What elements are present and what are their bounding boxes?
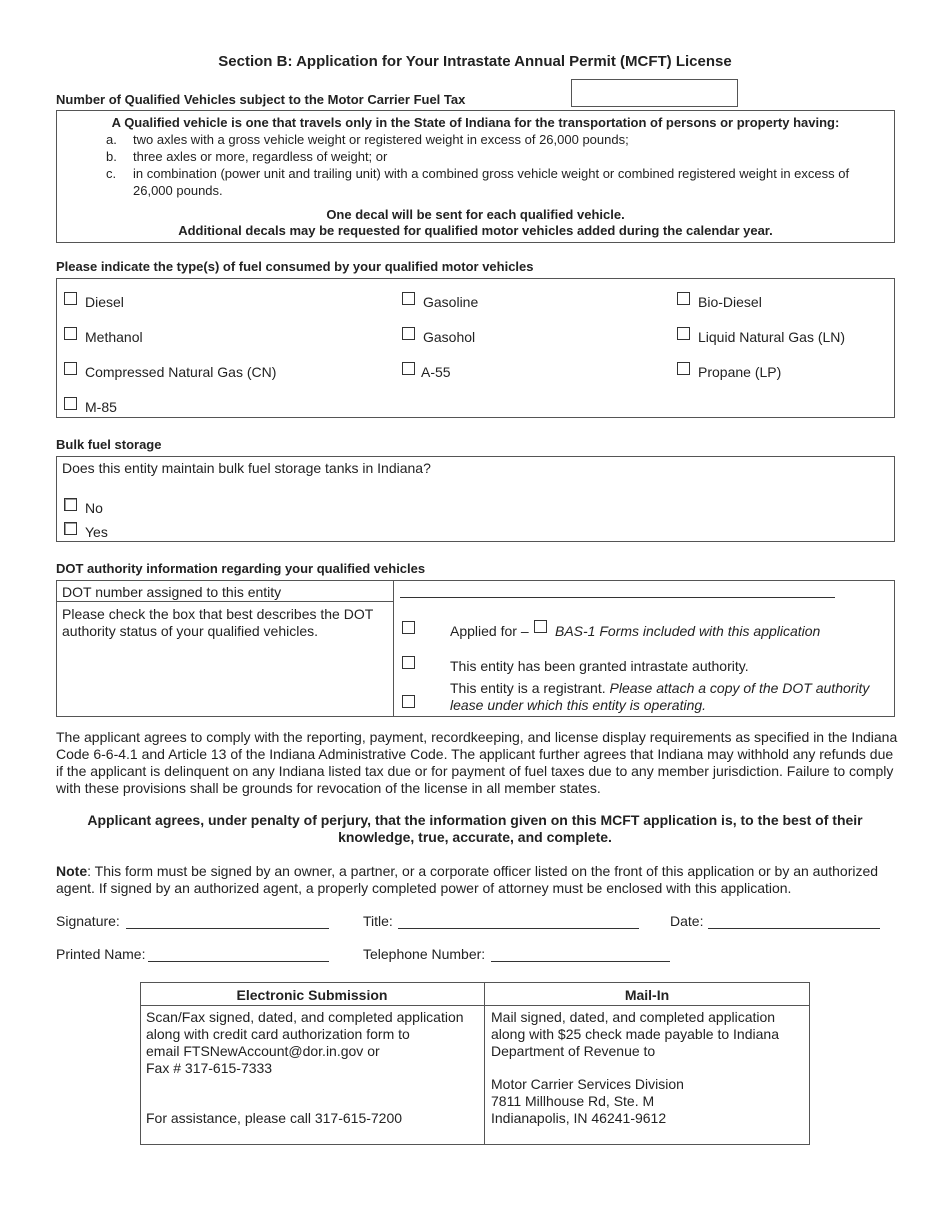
fuel-cng-checkbox[interactable] bbox=[64, 362, 77, 375]
submission-divider bbox=[484, 982, 485, 1145]
fuel-gasoline-label: Gasoline bbox=[423, 294, 479, 310]
date-label: Date: bbox=[670, 913, 704, 929]
fuel-gasohol-checkbox[interactable] bbox=[402, 327, 415, 340]
qualified-marker-b: b. bbox=[106, 149, 117, 164]
qualified-item-b: three axles or more, regardless of weight; or bbox=[133, 149, 388, 164]
dot-bas1-label: BAS-1 Forms included with this application bbox=[555, 623, 821, 639]
signature-label: Signature: bbox=[56, 913, 120, 929]
mail-line-3: Department of Revenue to bbox=[491, 1043, 656, 1059]
mail-line-2: along with $25 check made payable to Indiana bbox=[491, 1026, 779, 1042]
fuel-propane-label: Propane (LP) bbox=[698, 364, 782, 380]
dot-registrant-text bbox=[450, 680, 880, 714]
dot-applied-checkbox[interactable] bbox=[402, 621, 415, 634]
address-line-3: Indianapolis, IN 46241-9612 bbox=[491, 1110, 667, 1126]
fuel-gasoline-checkbox[interactable] bbox=[402, 292, 415, 305]
vehicles-count-input[interactable] bbox=[571, 79, 738, 107]
dot-applied-label: Applied for – bbox=[450, 623, 529, 639]
decal-note-1: One decal will be sent for each qualified vehicle. bbox=[326, 207, 625, 222]
address-line-2: 7811 Millhouse Rd, Ste. M bbox=[491, 1093, 655, 1109]
printed-name-field[interactable] bbox=[148, 961, 329, 962]
mail-header: Mail-In bbox=[624, 987, 670, 1003]
page-title: Section B: Application for Your Intrastate Annual Permit (MCFT) License bbox=[218, 53, 732, 70]
bulk-question: Does this entity maintain bulk fuel storage tanks in Indiana? bbox=[62, 460, 431, 476]
qualified-heading: A Qualified vehicle is one that travels only in the State of Indiana for the transportation of persons or property having: bbox=[111, 115, 840, 130]
date-field[interactable] bbox=[708, 928, 880, 929]
printed-name-label: Printed Name: bbox=[56, 946, 146, 962]
dot-registrant-label: This entity is a registrant. bbox=[450, 680, 606, 696]
fuel-gasohol-label: Gasohol bbox=[423, 329, 476, 345]
fuel-m85-label: M-85 bbox=[85, 399, 117, 415]
decal-note-2: Additional decals may be requested for qualified motor vehicles added during the calendar year. bbox=[178, 223, 773, 238]
dot-status-label: Please check the box that best describes the DOT authority status of your qualified vehicles. bbox=[62, 606, 374, 639]
dot-registrant-checkbox[interactable] bbox=[402, 695, 415, 708]
mail-line-1: Mail signed, dated, and completed application bbox=[491, 1009, 776, 1025]
bulk-no-label: No bbox=[85, 500, 103, 516]
fuel-diesel-label: Diesel bbox=[85, 294, 124, 310]
telephone-field[interactable] bbox=[491, 961, 670, 962]
fuel-cng-label: Compressed Natural Gas (CN) bbox=[85, 364, 277, 380]
fuel-a55-checkbox[interactable] bbox=[402, 362, 415, 375]
telephone-label: Telephone Number: bbox=[363, 946, 486, 962]
note-label: Note bbox=[56, 863, 88, 879]
agreement-text: The applicant agrees to comply with the reporting, payment, recordkeeping, and license display requirements as specified in the Indiana Code 6-6-4.1 and Article 13 of the Indiana Administrative Code. The applicant further agrees that Indiana may withhold any refunds due if the applicant is delinquent on any Indiana listed tax due or for payment of fuel taxes due to any member jurisdiction. Failure to comply with these provisions shall be grounds for revocation of the license in all member states. bbox=[56, 729, 898, 796]
dot-heading: DOT authority information regarding your qualified vehicles bbox=[56, 561, 426, 576]
fuel-lng-checkbox[interactable] bbox=[677, 327, 690, 340]
bulk-yes-checkbox[interactable] bbox=[64, 522, 77, 535]
fuel-biodiesel-checkbox[interactable] bbox=[677, 292, 690, 305]
dot-number-input[interactable] bbox=[400, 597, 835, 598]
qualified-item-a: two axles with a gross vehicle weight or registered weight in excess of 26,000 pounds; bbox=[133, 132, 629, 147]
fuel-lng-label: Liquid Natural Gas (LN) bbox=[698, 329, 846, 345]
fuel-propane-checkbox[interactable] bbox=[677, 362, 690, 375]
electronic-line-1: Scan/Fax signed, dated, and completed application bbox=[146, 1009, 464, 1025]
submission-header-divider bbox=[140, 1005, 810, 1006]
bulk-heading: Bulk fuel storage bbox=[56, 437, 162, 452]
dot-row-divider bbox=[56, 601, 393, 602]
note-text: : This form must be signed by an owner, a partner, or a corporate officer listed on the front of this application or by an authorized agent. If signed by an authorized agent, a properly completed power of attorney must be enclosed with this application. bbox=[56, 863, 879, 896]
address-line-1: Motor Carrier Services Division bbox=[491, 1076, 684, 1092]
assistance-text: For assistance, please call 317-615-7200 bbox=[146, 1110, 403, 1126]
dot-granted-checkbox[interactable] bbox=[402, 656, 415, 669]
electronic-line-4: Fax # 317-615-7333 bbox=[146, 1060, 273, 1076]
dot-registrant-note: Please attach a copy of the DOT authority lease under which this entity is operating. bbox=[450, 680, 870, 713]
signature-field[interactable] bbox=[126, 928, 329, 929]
fuel-biodiesel-label: Bio-Diesel bbox=[698, 294, 762, 310]
qualified-marker-c: c. bbox=[106, 166, 117, 181]
note-paragraph bbox=[56, 863, 898, 897]
title-label: Title: bbox=[363, 913, 393, 929]
vehicles-label: Number of Qualified Vehicles subject to the Motor Carrier Fuel Tax bbox=[56, 92, 466, 107]
electronic-line-3: email FTSNewAccount@dor.in.gov or bbox=[146, 1043, 380, 1059]
electronic-header: Electronic Submission bbox=[236, 987, 388, 1003]
dot-divider bbox=[393, 580, 394, 717]
bulk-yes-label: Yes bbox=[85, 524, 108, 540]
title-field[interactable] bbox=[398, 928, 639, 929]
fuel-a55-label: A-55 bbox=[421, 364, 451, 380]
bulk-no-checkbox[interactable] bbox=[64, 498, 77, 511]
fuel-methanol-checkbox[interactable] bbox=[64, 327, 77, 340]
fuel-heading: Please indicate the type(s) of fuel consumed by your qualified motor vehicles bbox=[56, 259, 534, 274]
qualified-item-c: in combination (power unit and trailing unit) with a combined gross vehicle weight or combined registered weight in excess of 26,000 pounds. bbox=[133, 166, 850, 198]
fuel-m85-checkbox[interactable] bbox=[64, 397, 77, 410]
electronic-line-2: along with credit card authorization form to bbox=[146, 1026, 410, 1042]
perjury-statement: Applicant agrees, under penalty of perjury, that the information given on this MCFT application is, to the best of their knowledge, true, accurate, and complete. bbox=[87, 812, 863, 845]
fuel-methanol-label: Methanol bbox=[85, 329, 143, 345]
qualified-marker-a: a. bbox=[106, 132, 117, 147]
dot-bas1-checkbox[interactable] bbox=[534, 620, 547, 633]
fuel-diesel-checkbox[interactable] bbox=[64, 292, 77, 305]
dot-granted-label: This entity has been granted intrastate authority. bbox=[450, 658, 749, 674]
dot-number-label: DOT number assigned to this entity bbox=[62, 584, 282, 600]
